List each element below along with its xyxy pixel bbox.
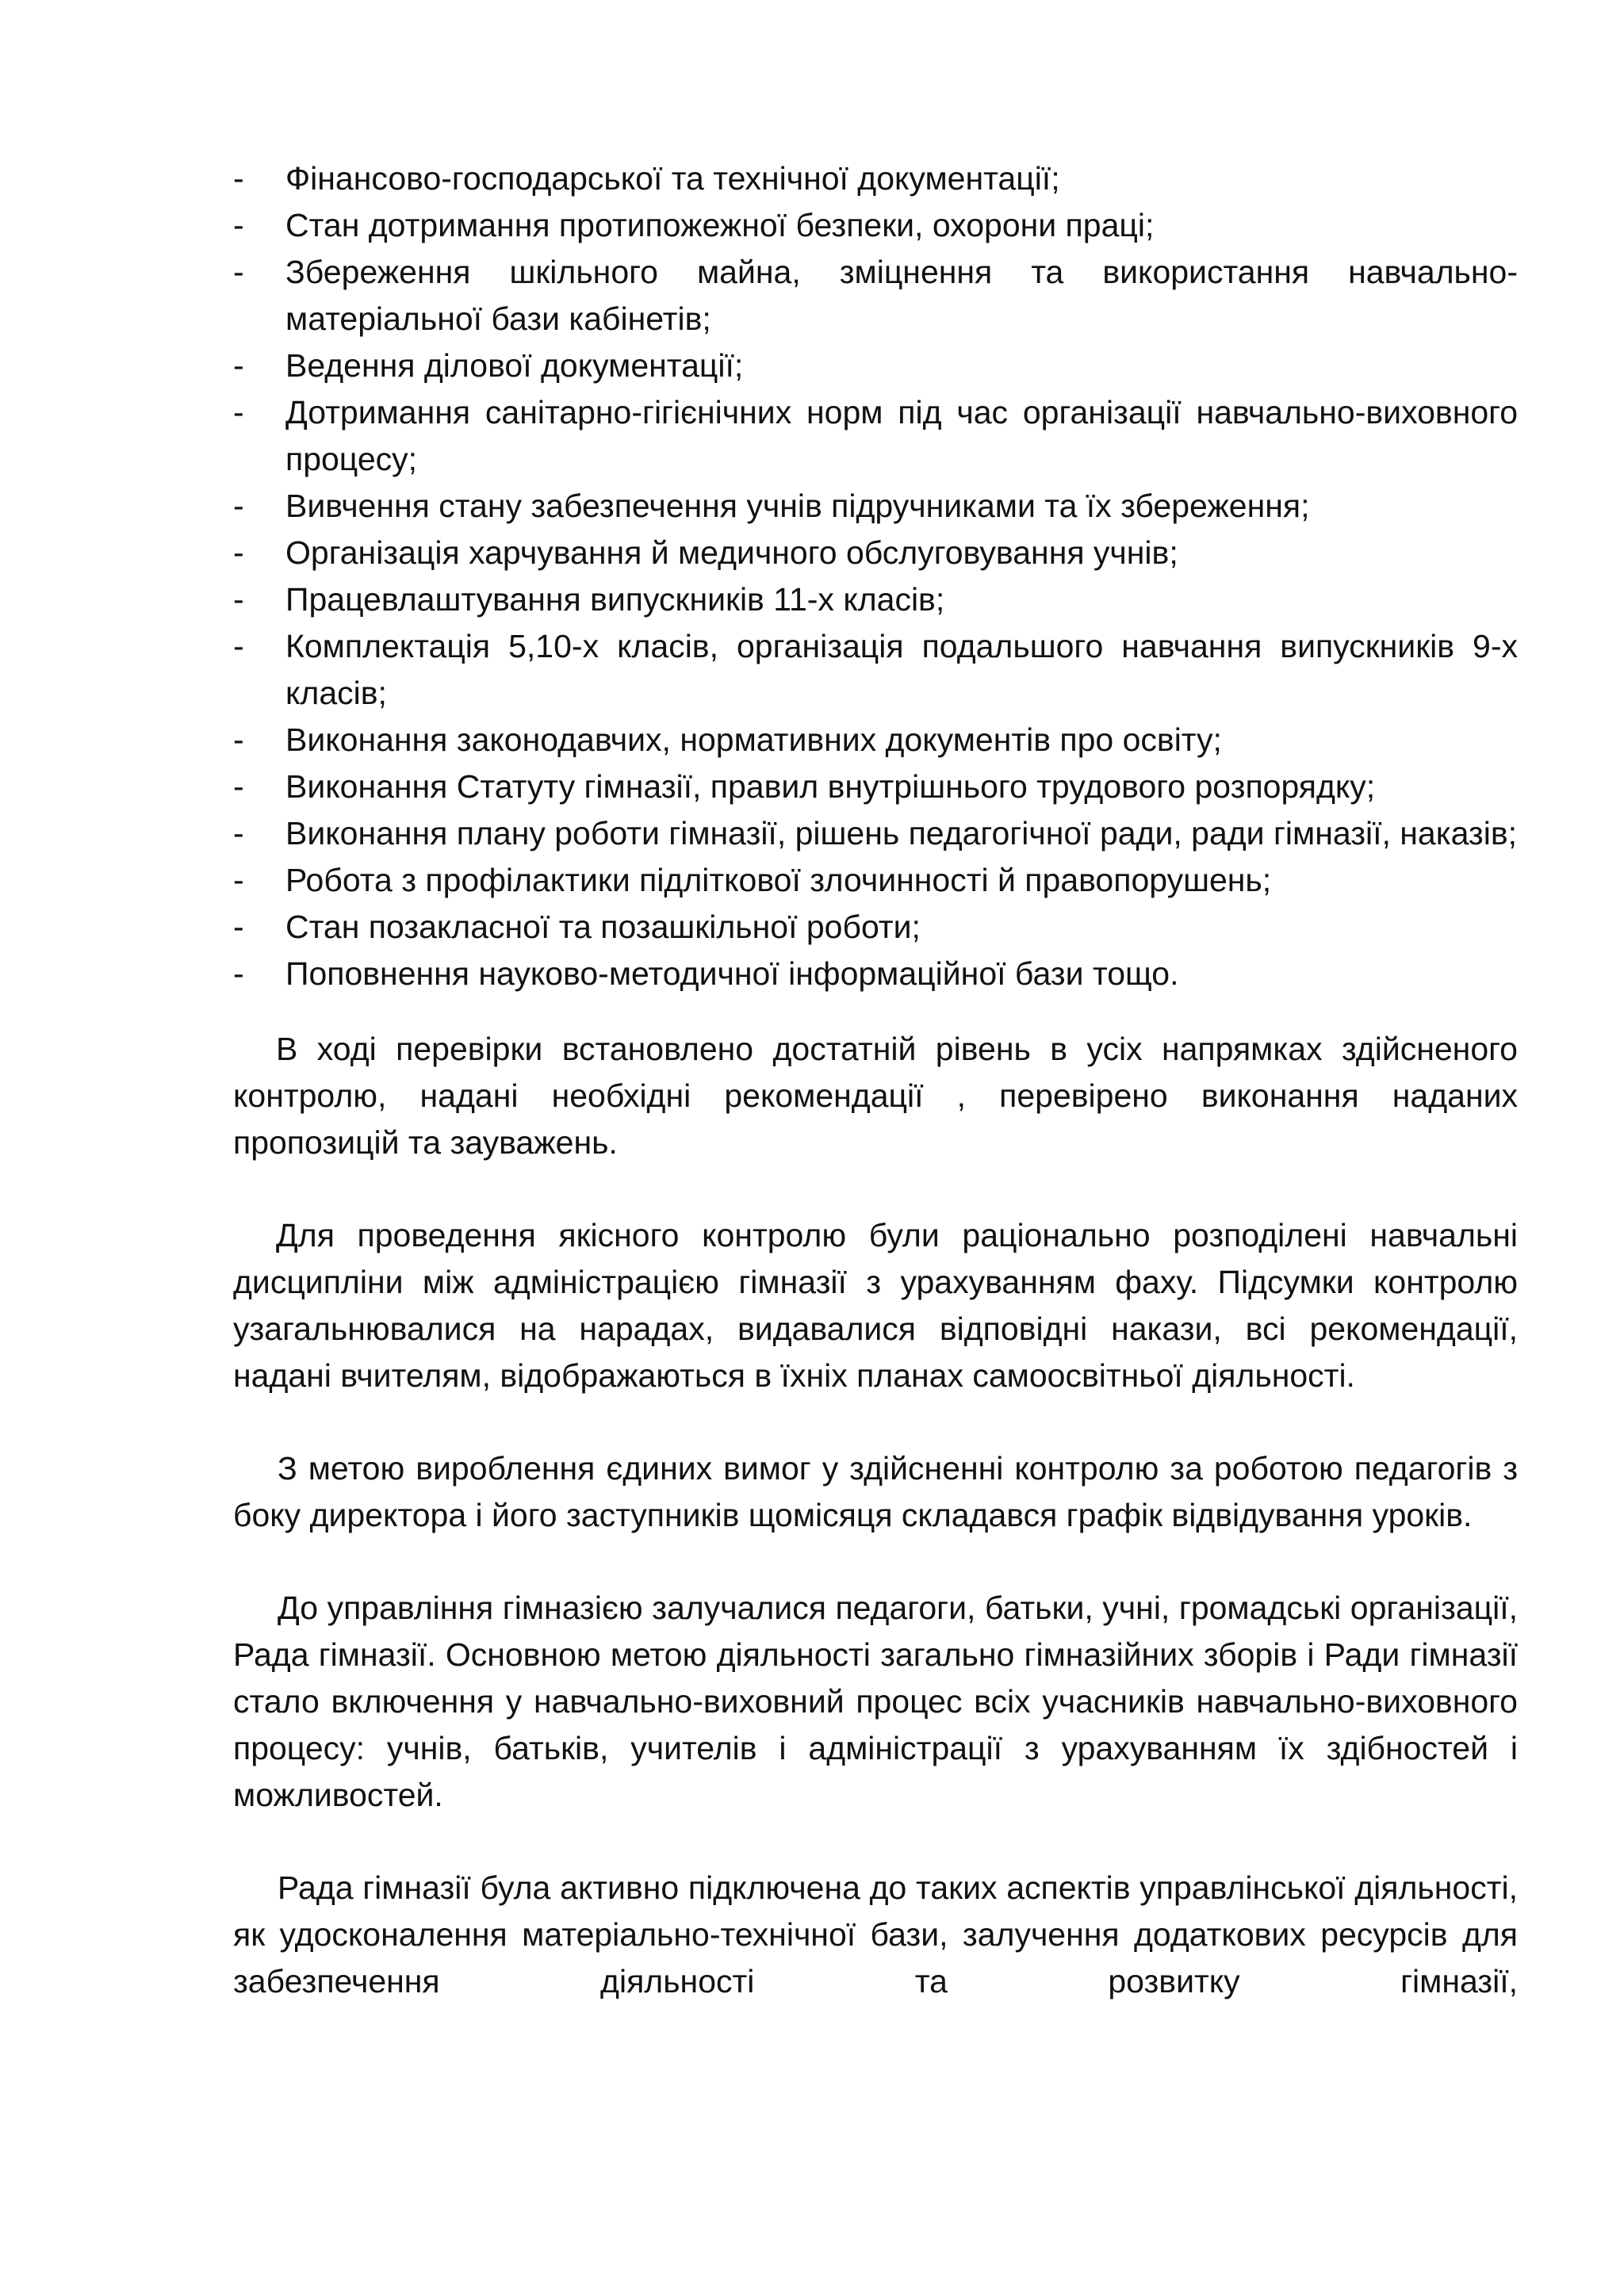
list-item-text: Стан позакласної та позашкільної роботи; [285,909,921,945]
list-item-text: Стан дотримання протипожежної безпеки, охорони праці; [285,207,1155,243]
list-item-text: Виконання Статуту гімназії, правил внутрішнього трудового розпорядку; [285,768,1376,805]
list-item-text: Працевлаштування випускників 11-х класів; [285,581,945,618]
list-item [233,342,1518,389]
paragraph: Рада гімназії була активно підключена до таких аспектів управлінської діяльності, як удосконалення матеріально-технічної бази, залучення додаткових ресурсів для забезпечення діяльності та розвитку гімназії, [233,1869,1518,1999]
bullet-dash: - [233,488,244,524]
list-item [233,951,1518,997]
bullet-dash: - [233,862,244,898]
list-item [233,389,1518,483]
bullet-list [233,155,1518,997]
list-item-text: Фінансово-господарської та технічної документації; [285,160,1060,197]
list-item [233,530,1518,576]
list-item [233,717,1518,763]
paragraph: Для проведення якісного контролю були раціонально розподілені навчальні дисципліни між адміністрацією гімназії з урахуванням фаху. Підсумки контролю узагальнювалися на нарадах, видавалися відповідні накази, всі рекомендації, надані вчителям, відображаються в їхніх планах самоосвітньої діяльності. [233,1217,1518,1394]
bullet-dash: - [233,581,244,618]
list-item-text: Збереження шкільного майна, зміцнення та використання навчально-матеріальної бази кабінетів; [285,254,1518,337]
list-item [233,483,1518,530]
list-item-text: Виконання законодавчих, нормативних документів про освіту; [285,721,1222,758]
bullet-dash: - [233,768,244,805]
paragraph: До управління гімназією залучалися педагоги, батьки, учні, громадські організації, Рада гімназії. Основною метою діяльності загально гімназійних зборів і Ради гімназії стало включення у навчально-виховний процес всіх учасників навчально-виховного процесу: учнів, батьків, учителів і адміністрації з урахуванням їх здібностей і можливостей. [233,1590,1518,1813]
bullet-dash: - [233,254,244,290]
list-item-text: Виконання плану роботи гімназії, рішень педагогічної ради, ради гімназії, наказів; [285,815,1517,851]
list-item [233,155,1518,202]
list-item [233,904,1518,951]
list-item-text: Вивчення стану забезпечення учнів підручниками та їх збереження; [285,488,1310,524]
list-item [233,576,1518,623]
list-item [233,810,1518,857]
bullet-dash: - [233,721,244,758]
list-item [233,763,1518,810]
bullet-dash: - [233,394,244,430]
bullet-dash: - [233,815,244,851]
list-item [233,623,1518,717]
bullet-dash: - [233,347,244,384]
bullet-dash: - [233,160,244,197]
list-item [233,202,1518,249]
list-item-text: Ведення ділової документації; [285,347,744,384]
list-item-text: Дотримання санітарно-гігієнічних норм під час організації навчально-виховного процесу; [285,394,1518,477]
list-item-text: Організація харчування й медичного обслуговування учнів; [285,534,1178,571]
list-item-text: Комплектація 5,10-х класів, організація подальшого навчання випускників 9-х класів; [285,628,1518,711]
paragraph: З метою вироблення єдиних вимог у здійсненні контролю за роботою педагогів з боку директора і його заступників щомісяця складався графік відвідування уроків. [233,1450,1518,1533]
body-text [233,1026,1518,2005]
bullet-dash: - [233,534,244,571]
bullet-dash: - [233,207,244,243]
list-item-text: Робота з профілактики підліткової злочинності й правопорушень; [285,862,1272,898]
bullet-dash: - [233,955,244,992]
bullet-dash: - [233,628,244,664]
list-item [233,857,1518,904]
list-item-text: Поповнення науково-методичної інформаційної бази тощо. [285,955,1179,992]
bullet-dash: - [233,909,244,945]
paragraph: В ході перевірки встановлено достатній рівень в усіх напрямках здійсненого контролю, надані необхідні рекомендації , перевірено виконання наданих пропозицій та зауважень. [233,1031,1518,1161]
list-item [233,249,1518,342]
